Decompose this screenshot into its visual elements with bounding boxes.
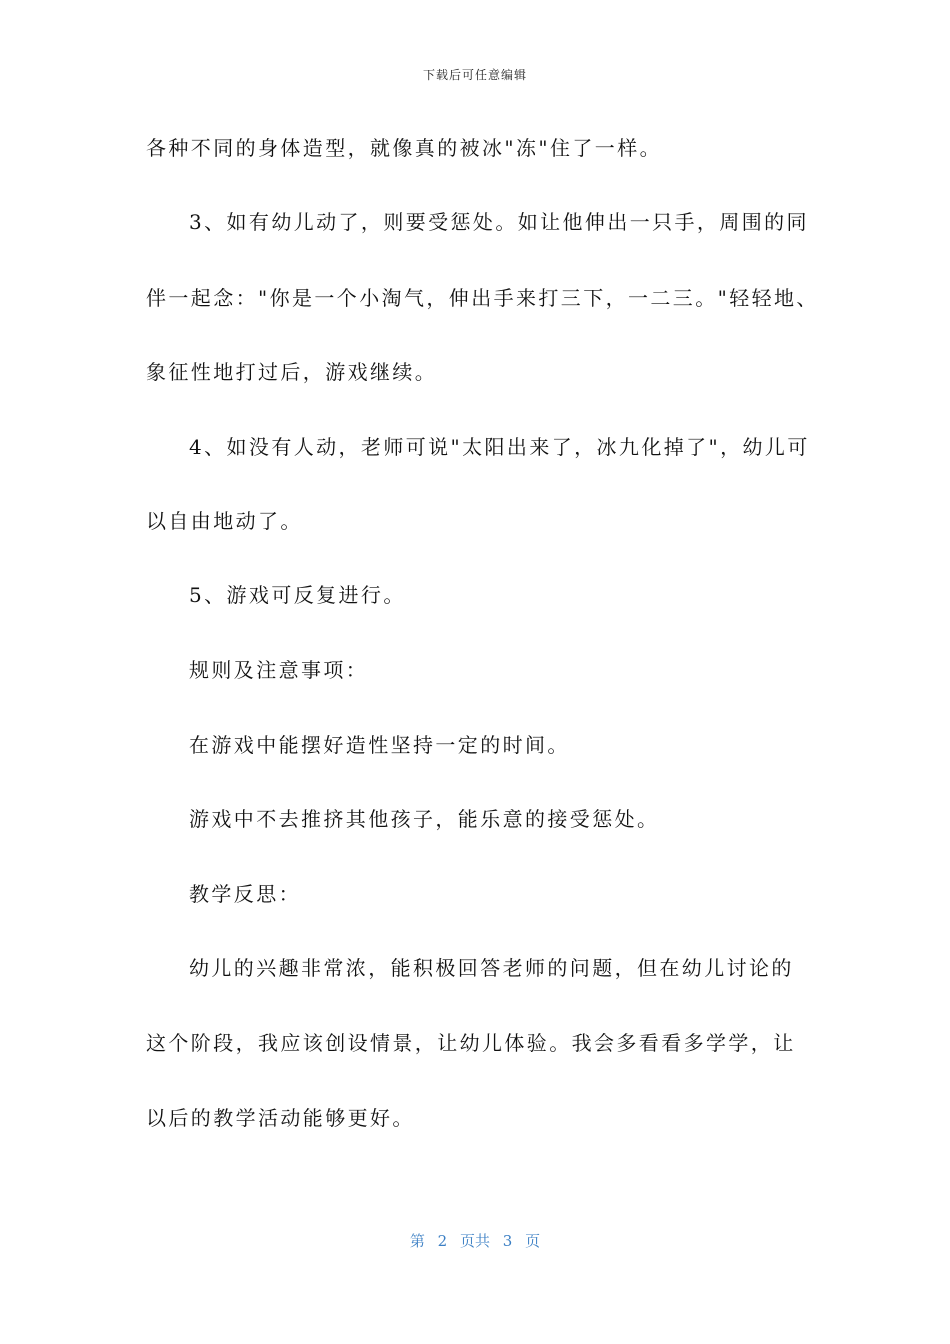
text-line: 5、游戏可反复进行。 xyxy=(189,583,406,607)
section-heading: 教学反思： xyxy=(189,882,301,906)
text-line: 象征性地打过后，游戏继续。 xyxy=(146,360,438,384)
text-line: 以后的教学活动能够更好。 xyxy=(146,1106,415,1130)
text-line: 3、如有幼儿动了，则要受惩处。如让他伸出一只手，周围的同 xyxy=(189,210,809,234)
text-line: 各种不同的身体造型，就像真的被冰"冻"住了一样。 xyxy=(146,136,662,160)
text-line: 这个阶段，我应该创设情景，让幼儿体验。我会多看看多学学，让 xyxy=(146,1031,796,1055)
text-line: 4、如没有人动，老师可说"太阳出来了，冰九化掉了"，幼儿可 xyxy=(189,435,810,459)
section-heading: 规则及注意事项： xyxy=(189,658,369,682)
text-line: 幼儿的兴趣非常浓，能积极回答老师的问题，但在幼儿讨论的 xyxy=(189,956,794,980)
page-header-note: 下载后可任意编辑 xyxy=(422,68,527,82)
text-line: 游戏中不去推挤其他孩子，能乐意的接受惩处。 xyxy=(189,807,660,831)
text-line: 以自由地动了。 xyxy=(146,509,303,533)
text-line: 伴一起念："你是一个小淘气，伸出手来打三下，一二三。"轻轻地、 xyxy=(146,286,819,310)
page-number-footer: 第 2 页共 3 页 xyxy=(409,1232,541,1250)
text-line: 在游戏中能摆好造性坚持一定的时间。 xyxy=(189,733,570,757)
